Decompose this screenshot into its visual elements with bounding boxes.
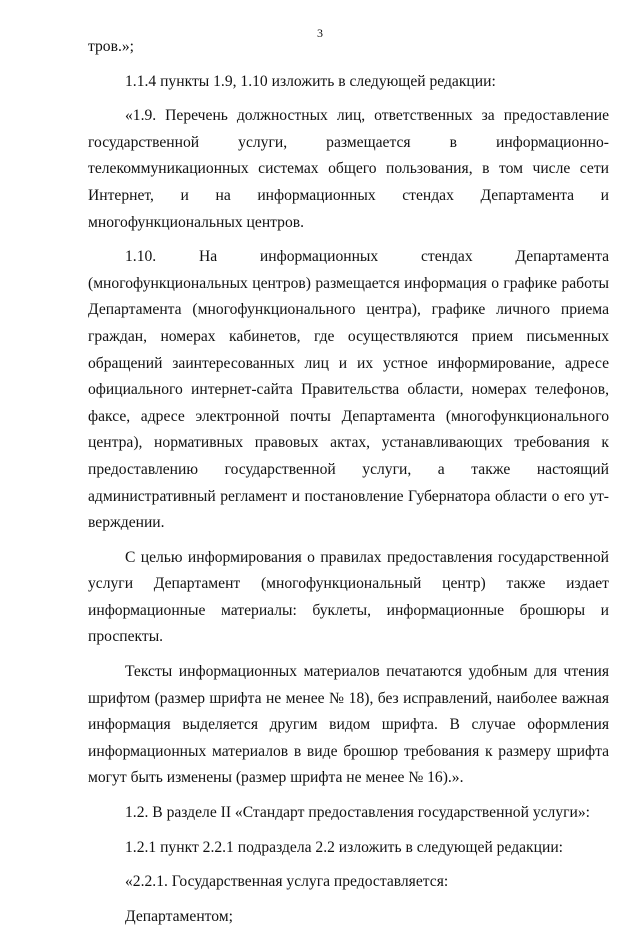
paragraph-1-10: 1.10. На информационных стендах Департамента (многофункциональных центров) размещается информация о графике работы Департамента (многофункционального центра), графике личного приема граждан, номерах кабинетов, где осуществляются прием письменных обращений заинтересованных лиц и их устное информирование, адресе официального интернет-сайта Правительства области, номерах телефонов, факсе, адресе электронной почты Департамента (многофункционального центра), нормативных правовых актах, устанавливающих требования к предоставлению государственной услуги, а также настоящий административный регламент и постановление Губернатора области о его утверждении. [88, 248, 609, 532]
paragraph-2-2-1: «2.2.1. Государственная услуга предоставляется: [125, 873, 449, 891]
paragraph-1-9: «1.9. Перечень должностных лиц, ответственных за предоставление государственной услуги, размещается в информационно-телекоммуникационных системах общего пользования, в том числе сети Интернет, и на информационных стендах Департамента и многофункциональных центров. [88, 107, 609, 231]
paragraph-continuation: тров.»; [88, 38, 134, 55]
document-body [88, 34, 609, 930]
paragraph-1-2-1: 1.2.1 пункт 2.2.1 подраздела 2.2 изложить в следующей редакции: [125, 838, 563, 856]
page-number: 3 [317, 26, 323, 40]
paragraph-1-2: 1.2. В разделе II «Стандарт предоставления государственной услуги»: [125, 804, 590, 822]
paragraph-1-1-4: 1.1.4 пункты 1.9, 1.10 изложить в следующей редакции: [125, 72, 496, 90]
paragraph-texts: Тексты информационных материалов печатаются удобным для чтения шрифтом (размер шрифта не менее № 18), без исправлений, наиболее важная информация выделяется другим видом шрифта. В случае оформления информационных материалов в виде брошюр требования к размеру шрифта могут быть изменены (размер шрифта не менее № 16).». [88, 663, 609, 787]
paragraph-department: Департаментом; [125, 907, 233, 925]
paragraph-informing: С целью информирования о правилах предоставления государственной услуги Департамент (многофункциональный центр) также издает информационные материалы: буклеты, информационные брошюры и проспекты. [88, 548, 609, 646]
